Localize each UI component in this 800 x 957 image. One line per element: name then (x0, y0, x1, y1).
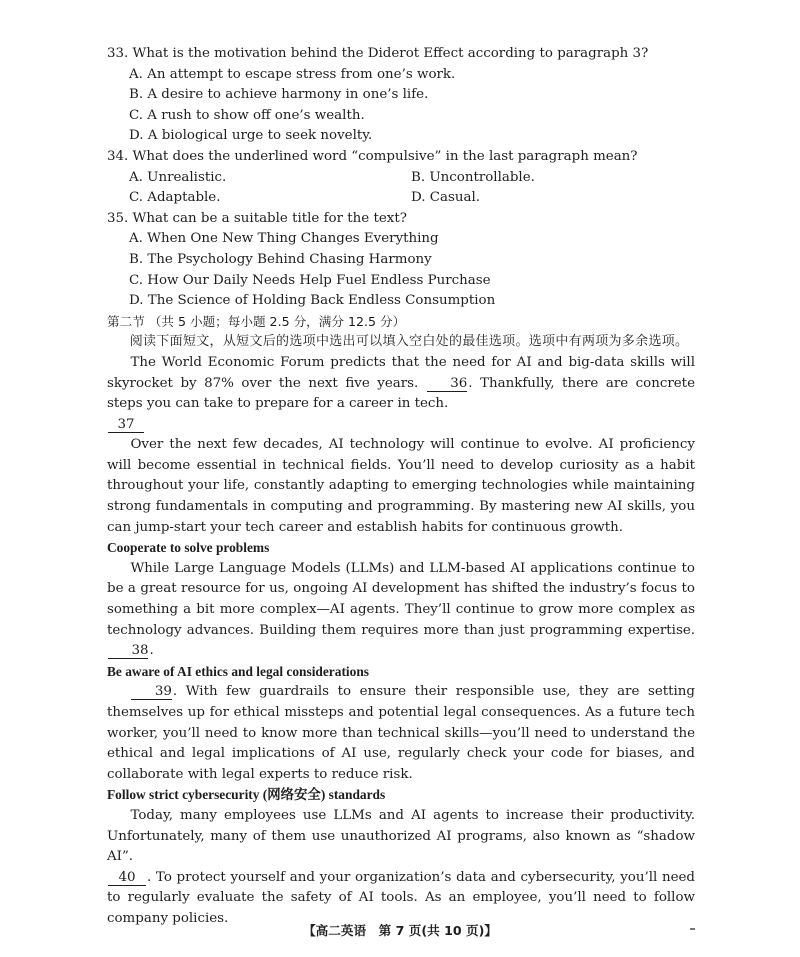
corner-mark (690, 928, 695, 930)
question-34-options-row-2 (129, 188, 695, 209)
section-2-instructions: 阅读下面短文，从短文后的选项中选出可以填入空白处的最佳选项。选项中有两项为多余选项。 (129, 334, 689, 350)
passage-paragraph-1-text: The World Economic Forum predicts that the need for AI and big-data skills will skyrocket by 87% over the next five years. (107, 354, 695, 391)
question-34-option-b: B. Uncontrollable. (411, 169, 535, 185)
passage-paragraph-4-text: . With few guardrails to ensure their responsible use, they are setting themselves up for ethical missteps and potential legal consequences. As a future tech worker, you’ll need to know more than technical skills—you’ll need to understand the ethical and legal implications of AI use, regularly check your code for biases, and collaborate with legal experts to reduce risk. (107, 684, 695, 782)
blank-40: 40 (108, 870, 146, 886)
blank-37: 37 (108, 417, 144, 433)
blank-38: 38 (108, 643, 148, 659)
question-35-option-d: D. The Science of Holding Back Endless Consumption (129, 293, 496, 309)
passage-paragraph-5: Today, many employees use LLMs and AI agents to increase their productivity. Unfortunately, many of them use unauthorized AI programs, also known as “shadow AI”. (107, 807, 695, 865)
question-33-option-a: A. An attempt to escape stress from one’s work. (129, 66, 456, 82)
question-34-option-c: C. Adaptable. (129, 190, 221, 206)
question-33-option-c: C. A rush to show off one’s wealth. (129, 107, 365, 123)
question-34-stem: 34. What does the underlined word “compulsive” in the last paragraph mean? (107, 148, 638, 164)
passage-paragraph-1-continuation: . Thankfully, there are concrete steps you can take to prepare for a career in tech. (107, 375, 695, 412)
question-34-option-d: D. Casual. (411, 190, 481, 206)
blank-36: 36 (427, 376, 467, 392)
page-footer: 【高二英语 第 7 页(共 10 页)】 (303, 923, 497, 938)
question-35-option-c: C. How Our Daily Needs Help Fuel Endless Purchase (129, 272, 491, 288)
passage-paragraph-2: Over the next few decades, AI technology will continue to evolve. AI proficiency will become essential in technical fields. You’ll need to develop curiosity as a habit throughout your life, constantly adapting to emerging technologies while maintaining strong fundamentals in computing and programming. By mastering new AI skills, you can jump-start your tech career and establish habits for continuous growth. (107, 437, 695, 535)
question-35-option-b: B. The Psychology Behind Chasing Harmony (129, 251, 432, 267)
section-2-heading: 第二节 （共 5 小题；每小题 2.5 分，满分 12.5 分） (107, 313, 406, 329)
question-33-option-b: B. A desire to achieve harmony in one’s life. (129, 87, 429, 103)
question-34-options-row-1 (129, 168, 695, 189)
passage-paragraph-5-end: . To protect yourself and your organization’s data and cybersecurity, you’ll need to regularly evaluate the safety of AI tools. As an employee, you’ll need to follow company policies. (107, 869, 695, 926)
question-35-stem: 35. What can be a suitable title for the text? (107, 210, 407, 226)
passage-paragraph-3-end: . (149, 643, 154, 659)
subheading-cooperate: Cooperate to solve problems (107, 540, 270, 556)
blank-37-line (107, 415, 695, 436)
question-33-stem: 33. What is the motivation behind the Diderot Effect according to paragraph 3? (107, 46, 649, 61)
passage-paragraph-3 (107, 559, 695, 662)
blank-39: 39 (131, 684, 171, 700)
subheading-ethics: Be aware of AI ethics and legal considerations (107, 663, 369, 679)
passage-paragraph-3-text: While Large Language Models (LLMs) and LLM-based AI applications continue to be a great resource for us, ongoing AI development has shifted the industry’s focus to something a bit more complex—AI agents. They’ll continue to grow more complex as technology advances. Building them requires more than just programming expertise. (107, 560, 695, 638)
question-34-option-a: A. Unrealistic. (129, 169, 227, 185)
subheading-cybersecurity: Follow strict cybersecurity (网络安全) standards (107, 787, 386, 803)
passage-paragraph-4 (107, 682, 695, 785)
question-35-option-a: A. When One New Thing Changes Everything (129, 231, 439, 247)
passage-paragraph-1 (107, 353, 695, 415)
question-33-option-d: D. A biological urge to seek novelty. (129, 128, 373, 144)
questions-block (107, 44, 695, 930)
